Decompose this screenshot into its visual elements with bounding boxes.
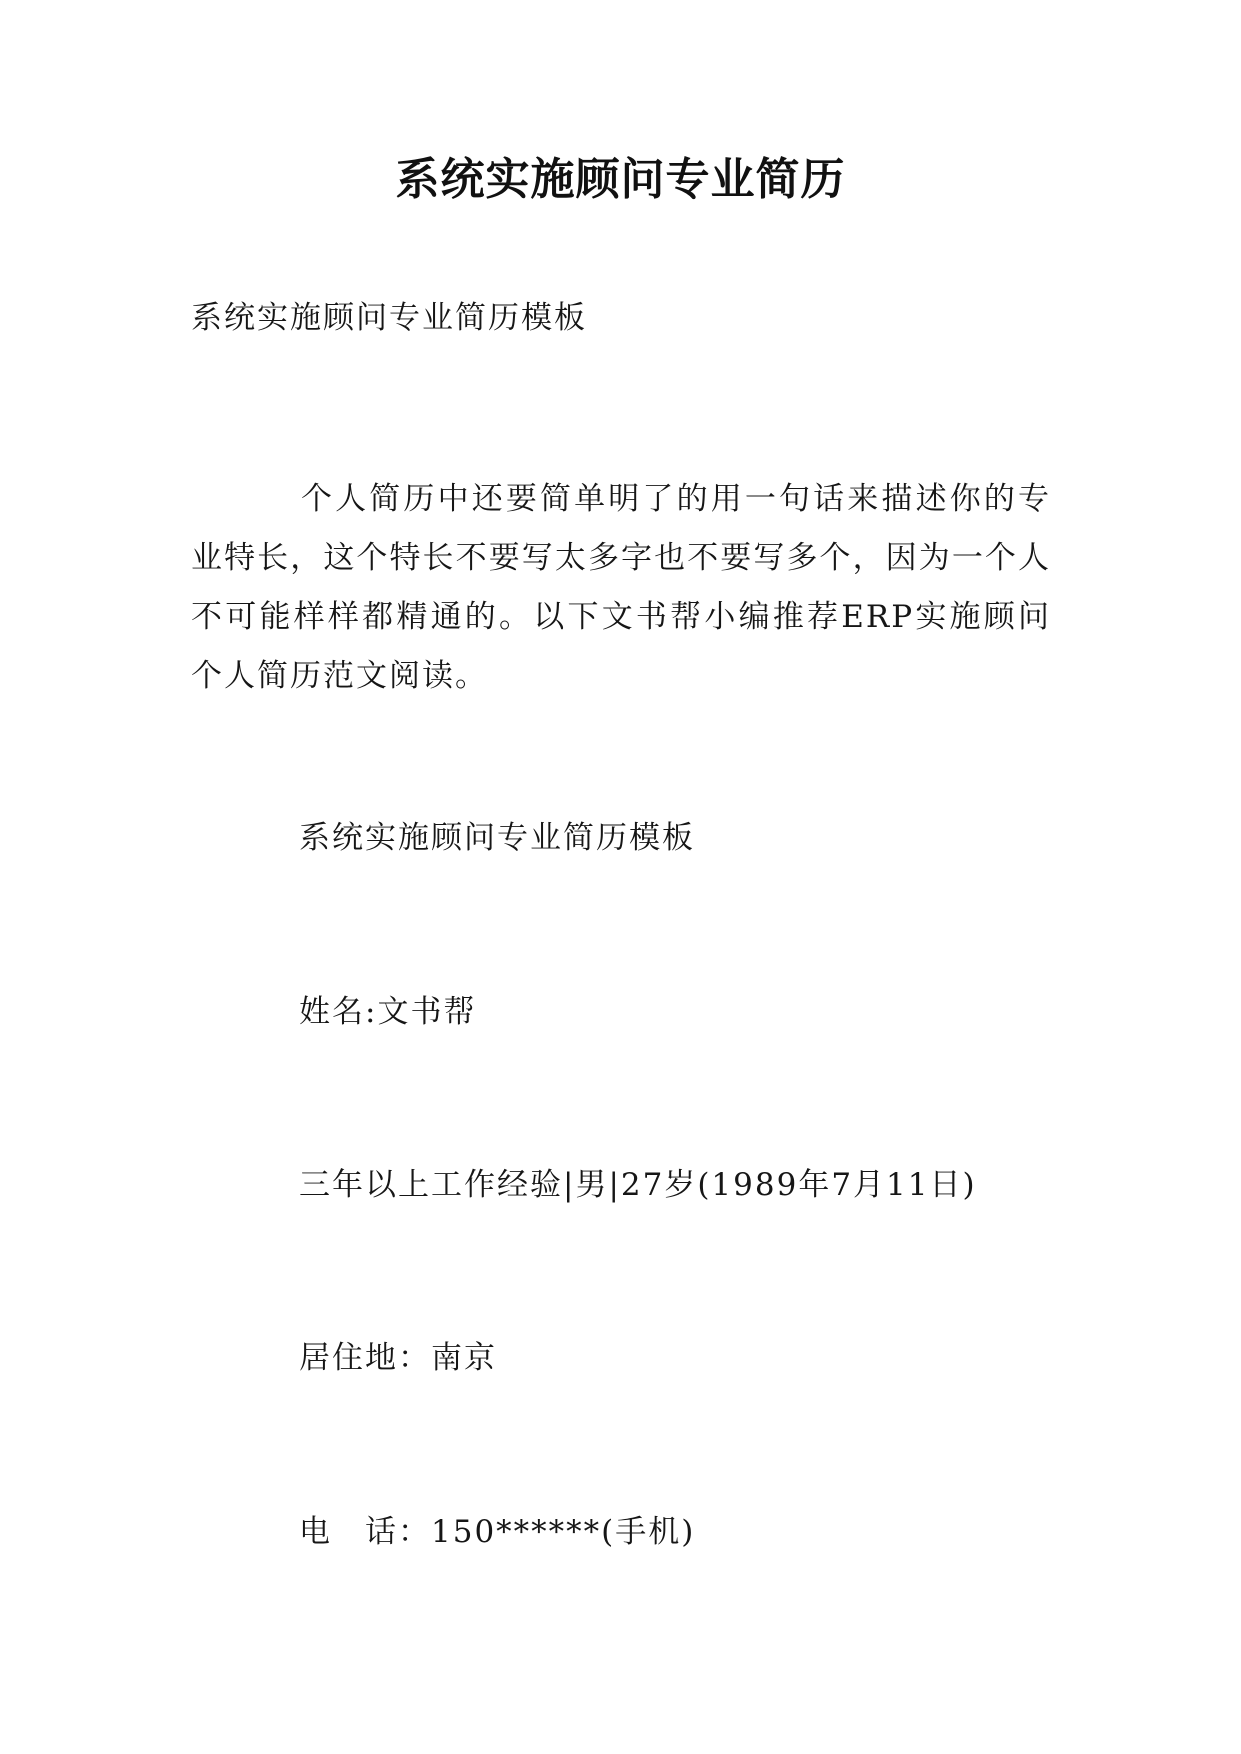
residence-line: 居住地：南京 [299, 1340, 497, 1376]
template-heading: 系统实施顾问专业简历模板 [299, 820, 695, 856]
document-title: 系统实施顾问专业简历 [395, 154, 846, 205]
document-subtitle: 系统实施顾问专业简历模板 [191, 300, 587, 336]
experience-line: 三年以上工作经验|男|27岁(1989年7月11日) [299, 1167, 977, 1203]
phone-line: 电 话：150******(手机) [299, 1514, 696, 1550]
name-line: 姓名:文书帮 [299, 994, 477, 1030]
intro-paragraph: 个人简历中还要简单明了的用一句话来描述你的专业特长，这个特长不要写太多字也不要写多个，因为一个人不可能样样都精通的。以下文书帮小编推荐ERP实施顾问个人简历范文阅读。 [191, 481, 1051, 694]
